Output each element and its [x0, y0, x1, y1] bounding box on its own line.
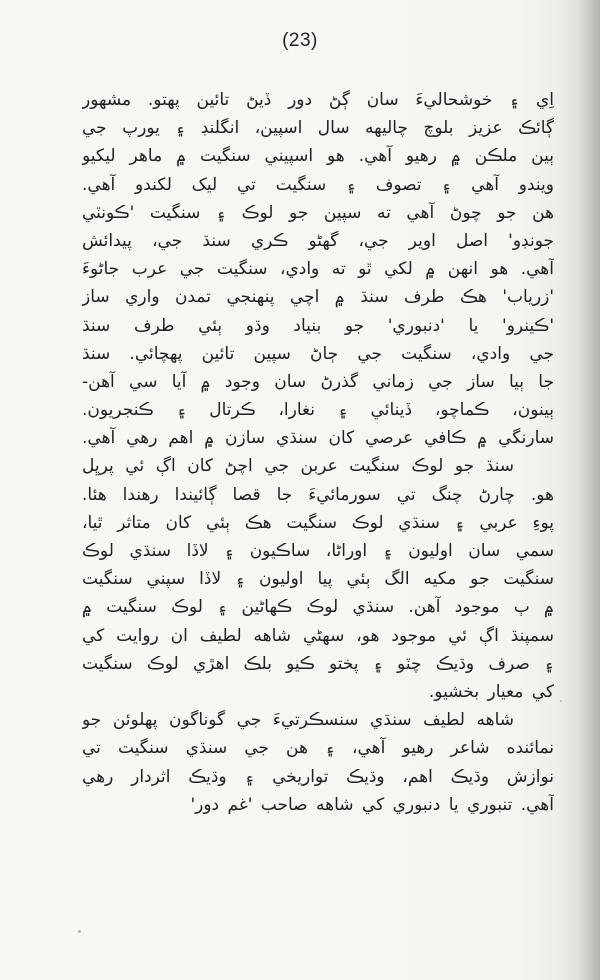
text-line: پوءِ عربي ۽ سنڌي لوڪ سنگيت هڪ ٻئي کان متاثر ٿيا،: [82, 512, 554, 533]
text-line: سارنگي ۾ ڪافي عرصي کان سنڌي سازن ۾ اهم رهي آهي.: [82, 428, 554, 449]
text-line: جا ٻيا ساز جي زماني گذرڻ سان وجود ۾ آيا سي آهن-: [82, 371, 554, 392]
text-line: جونڊو' اصل اوير جي، گهڻو ڪري سنڌ جي، پيدائش: [82, 230, 554, 251]
text-line: جي وادي، سنگيت جي ڄاڻ سپين تائين پهچائي. سنڌ: [82, 343, 554, 364]
text-line: کي معيار بخشيو.: [428, 681, 554, 702]
text-line: 'زرياب' هڪ طرف سنڌ ۾ اچي پنهنجي تمدن واري ساز: [82, 287, 554, 308]
paper-speck: [78, 930, 81, 933]
text-line: نوازش وڌيڪ اهم، وڌيڪ تواريخي ۽ وڌيڪ اثردار رهي: [82, 766, 554, 787]
text-line: اِي ۽ خوشحاليءَ سان ڳڻ دور ڏيڻ تائين پهتو. مشهور: [82, 90, 554, 110]
text-line: سمي سان اوليون ۽ اوراڻا، ساڪيون ۽ لاڏا سنڌي لوڪ: [82, 541, 554, 561]
text-line: آهي. هو انهن ۾ لکي ٿو ته وادي، سنگيت جي عرب جاڻوءَ: [82, 259, 554, 280]
text-line: سنگيت جو مکيه الگ ٻئي پيا اوليون ۽ لاڏا سپني سنگيت: [82, 569, 554, 590]
text-line: سنڌ جو لوڪ سنگيت عربن جي اچڻ کان اڳ ئي پرڀل: [82, 456, 514, 477]
text-line: ڳائڪ عزيز بلوچ چاليهه سال اسپين، انگلنڊ ۽ يورپ جي: [82, 118, 554, 139]
text-line: ٻين ملڪن ۾ رهيو آهي. هو اسپيني سنگيت ۾ ماهر ليکيو: [82, 146, 554, 167]
text-line: آهي. تنبوري يا دنبوري کي شاهه صاحب 'غم دور': [190, 794, 554, 815]
text-line: 'ڪينرو' يا 'دنبوري' جو بنياد وڌو ٻئي طرف سنڌ: [82, 315, 554, 336]
text-line: ويندو آهي ۽ تصوف ۽ سنگيت تي ليک لکندو آهي.: [82, 174, 554, 195]
text-line: سمپنڌ اڳ ئي موجود هو، سهڻي شاهه لطيف ان روايت کي: [82, 625, 554, 646]
text-line: ۽ صرف وڌيڪ چٽو ۽ پختو ڪيو بلڪ اهڙي لوڪ سنگيت: [82, 653, 554, 674]
text-line: ۾ ٻ موجود آهن. سنڌي لوڪ ڪهاڻين ۽ لوڪ سنگيت ۾: [82, 597, 554, 618]
paper-speck: [560, 700, 562, 702]
text-line: نمائنده شاعر رهيو آهي، ۽ هن جي سنڌي سنگيت تي: [82, 738, 554, 759]
page-number: (23): [282, 30, 318, 51]
body-text: [82, 86, 554, 819]
page-edge-shadow: [578, 0, 600, 980]
text-line: ٻينون، ڪماچو، ڏينائي ۽ نغارا، ڪرتال ۽ ڪنجريون.: [82, 400, 554, 421]
text-line: هن جو چوڻ آهي ته سپين جو لوڪ ۽ سنگيت 'ڪونٽي: [82, 202, 554, 223]
text-line: هو. چارڻ چنگ تي سورمائيءَ جا قصا ڳائيندا رهندا هئا.: [82, 484, 554, 505]
text-line: شاهه لطيف سنڌي سنسڪرتيءَ جي گوناگون پهلوئن جو: [82, 710, 514, 731]
